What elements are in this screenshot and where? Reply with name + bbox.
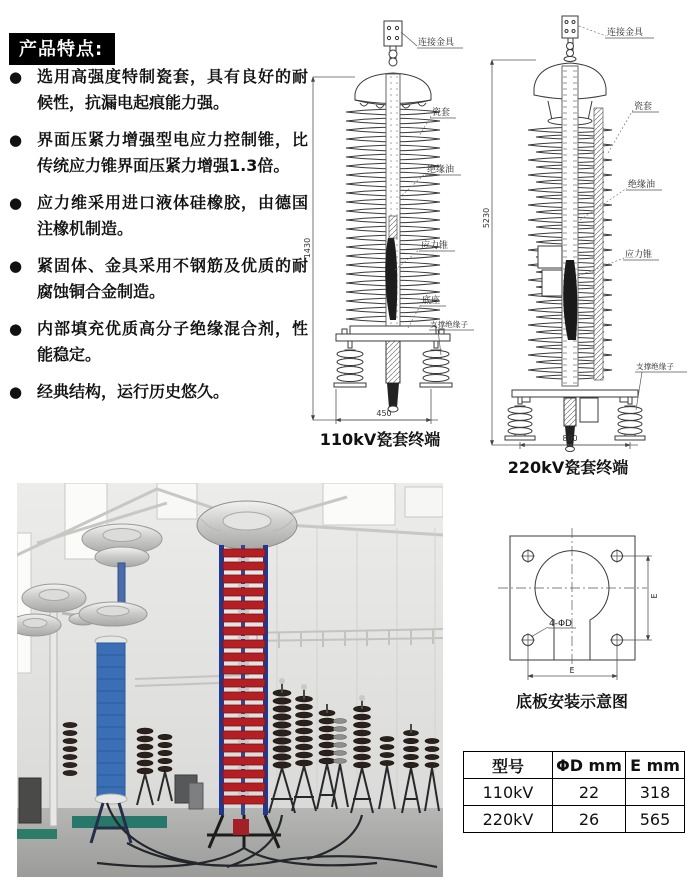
feature-text: 经典结构，运行历史悠久。	[37, 382, 230, 401]
features-header: 产品特点:	[9, 33, 115, 65]
bullet-icon: ●	[9, 194, 23, 212]
col-model: 型号	[464, 752, 553, 779]
feature-item	[8, 127, 308, 179]
bullet-icon: ●	[9, 383, 23, 401]
cell-model: 110kV	[464, 779, 553, 806]
feature-text: 内部填充优质高分子绝缘混合剂，性能稳定。	[37, 319, 308, 364]
spec-table	[463, 751, 685, 833]
bullet-icon: ●	[9, 257, 23, 275]
green-mat	[17, 829, 57, 839]
feature-text: 紧固体、金具采用不钢筋及优质的耐腐蚀铜合金制造。	[37, 256, 308, 301]
svg-text:4-ΦD: 4-ΦD	[549, 619, 572, 629]
cell-phid: 22	[553, 779, 626, 806]
base-plate	[510, 536, 635, 660]
svg-text:5230: 5230	[482, 207, 491, 229]
diagram-220kv	[482, 8, 700, 454]
svg-text:底座: 底座	[422, 296, 441, 306]
svg-text:瓷套: 瓷套	[634, 102, 653, 112]
feature-item	[8, 379, 308, 405]
svg-text:E: E	[569, 666, 575, 675]
svg-text:应力锥: 应力锥	[421, 241, 449, 251]
feature-item	[8, 253, 308, 305]
features-list	[8, 64, 308, 416]
fitting-220	[562, 16, 578, 62]
label-fitting-110	[401, 32, 463, 48]
table-row	[464, 779, 685, 806]
cable-220	[564, 398, 576, 452]
bullet-icon: ●	[9, 131, 23, 149]
svg-text:连接金具: 连接金具	[607, 28, 644, 38]
svg-text:支撑绝缘子: 支撑绝缘子	[430, 320, 468, 329]
svg-text:800: 800	[562, 434, 578, 443]
dimension-height-220	[482, 60, 536, 445]
label-porcelain-220	[608, 100, 659, 153]
control-cabinet	[189, 783, 203, 809]
cone-box2-220	[542, 270, 562, 296]
cell-e: 565	[626, 806, 685, 833]
feature-text: 应力维采用进口液体硅橡胶，由德国注橡机制造。	[37, 193, 308, 238]
feature-text: 选用高强度特制瓷套，具有良好的耐候性，抗漏电起痕能力强。	[37, 67, 308, 112]
svg-text:连接金具: 连接金具	[418, 38, 455, 48]
caption-110kv: 110kV瓷套终端	[319, 430, 441, 449]
support-insulator-right-220	[615, 397, 645, 440]
factory-photo	[17, 483, 443, 877]
svg-text:瓷套: 瓷套	[432, 108, 451, 118]
support-insulator-left-220	[505, 397, 535, 440]
feature-item	[8, 316, 308, 368]
cell-phid: 26	[553, 806, 626, 833]
svg-text:1430: 1430	[303, 237, 312, 259]
col-phid: ΦD mm	[553, 752, 626, 779]
support-insulator-right-110	[420, 341, 452, 387]
feature-item	[8, 190, 308, 242]
svg-text:应力锥: 应力锥	[625, 250, 653, 260]
baseplate-diagram	[492, 528, 662, 686]
diagram-110kv	[298, 8, 480, 436]
porcelain-section-220	[594, 108, 603, 380]
spec-table-header-row	[464, 752, 685, 779]
label-support-220	[635, 361, 687, 410]
dimension-width-110	[313, 389, 438, 424]
caption-220kv: 220kV瓷套终端	[507, 458, 629, 477]
col-e: E mm	[626, 752, 685, 779]
cable-110	[386, 341, 400, 412]
cell-e: 318	[626, 779, 685, 806]
support-insulator-left-110	[334, 341, 366, 387]
table-row	[464, 806, 685, 833]
svg-text:绝缘油: 绝缘油	[628, 180, 656, 190]
caption-baseplate: 底板安装示意图	[515, 692, 628, 711]
svg-text:E: E	[650, 593, 659, 599]
label-fitting-220	[579, 26, 654, 38]
svg-text:450: 450	[376, 409, 392, 418]
svg-text:支撑绝缘子: 支撑绝缘子	[636, 362, 674, 371]
feature-text: 界面压紧力增强型电应力控制锥，比传统应力锥界面压紧力增强1.3倍。	[37, 130, 308, 175]
cell-model: 220kV	[464, 806, 553, 833]
fitting-110	[384, 21, 402, 66]
bullet-icon: ●	[9, 68, 23, 86]
svg-text:绝缘油: 绝缘油	[427, 165, 455, 175]
label-oil-220	[580, 178, 662, 220]
feature-item	[8, 64, 308, 116]
cone-box-220	[538, 246, 562, 268]
bullet-icon: ●	[9, 320, 23, 338]
